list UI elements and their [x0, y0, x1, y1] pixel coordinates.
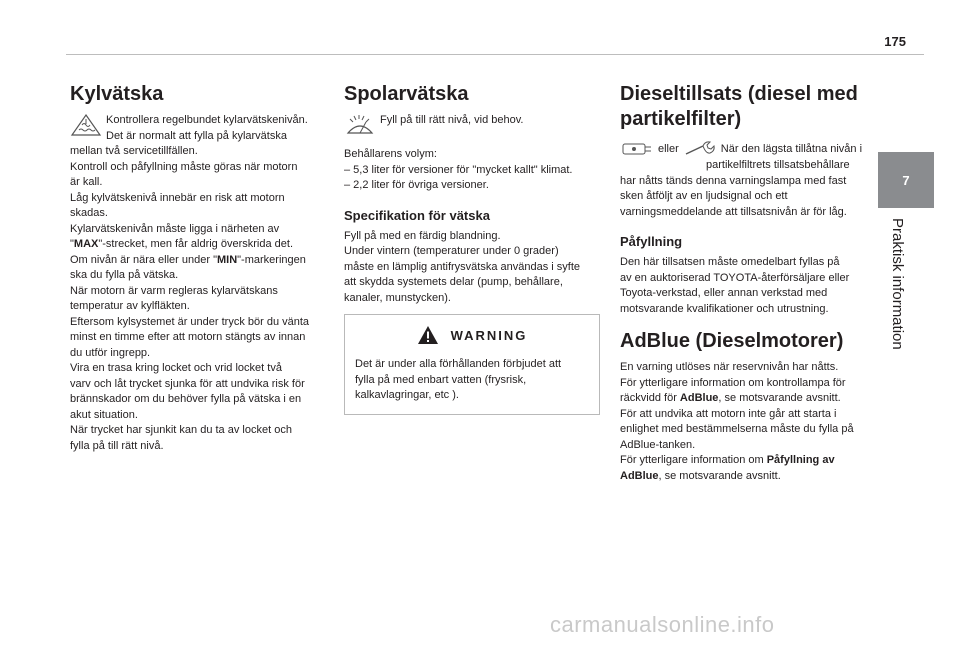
chapter-label: Praktisk information [889, 218, 906, 350]
washer-intro-text: Fyll på till rätt nivå, vid behov. [380, 114, 524, 126]
diesel-line: har nåtts tänds denna varningslampa med fast [620, 174, 847, 187]
adblue-pre: räckvidd för [620, 392, 680, 404]
diesel-line: sken åtföljt av en ljudsignal och ett [620, 190, 788, 202]
coolant-line: akut situation. [70, 408, 138, 421]
washer-spec-line: kanaler, munstycken). [344, 291, 451, 304]
washer-volume-label: Behållarens volym: [344, 148, 437, 160]
adblue-line: enlighet med bestämmelserna måste du fylla på [620, 423, 854, 435]
coolant-line: Kontrollera regelbundet kylarvätskenivån. [106, 114, 308, 126]
diesel-first-line: När den lägsta tillåtna nivån i [720, 143, 863, 155]
coolant-line: Kontroll och påfyllning måste göras när motorn [70, 160, 298, 173]
adblue-final-post: , se motsvarande avsnitt. [658, 469, 781, 482]
washer-spec-line: Fyll på med en färdig blandning. [344, 229, 501, 242]
adblue-line: För att undvika att motorn inte går att starta i [620, 407, 837, 420]
diesel-or: eller [658, 143, 679, 155]
diesel-section [620, 82, 878, 484]
warning-box [344, 314, 600, 415]
warning-triangle-icon [417, 325, 439, 345]
adblue-line [620, 469, 878, 485]
coolant-line: minst en timme efter att motorn stängts av innan [70, 331, 306, 343]
diesel-title-line1: Dieseltillsats (diesel med [620, 83, 858, 105]
coolant-warning-icon [70, 113, 102, 137]
adblue-bold: AdBlue [679, 392, 719, 404]
adblue-line: För ytterligare information om kontrollampa för [620, 376, 846, 389]
refill-line: Toyota-verkstad, eller annan verkstad med [620, 287, 828, 299]
warning-line: Det är under alla förhållanden förbjudet att [355, 358, 562, 370]
max-pre: " [70, 238, 74, 250]
min-pre: Om nivån är nära eller under " [70, 253, 217, 266]
washer-spec-line: måste en lämplig antifrysvätska användas i syfte [344, 260, 581, 273]
warning-line: kalkavlagringar, etc ). [355, 389, 459, 401]
coolant-line: är kall. [70, 176, 103, 188]
refill-line: motsvarande kvalifikationer och utrustning. [620, 302, 829, 315]
adblue-last-bold: Påfyllning av [766, 454, 835, 466]
coolant-line: Vira en trasa kring locket och vrid locket två [70, 362, 282, 374]
refill-title: Påfyllning [620, 234, 683, 249]
coolant-title: Kylvätska [70, 83, 164, 105]
washer-spec-title: Specifikation för vätska [344, 207, 490, 223]
washer-volume-item: – 5,3 liter för versioner för "mycket kallt" klimat. [344, 163, 573, 176]
watermark: carmanualsonline.info [550, 612, 775, 637]
max-marker: MAX [73, 238, 99, 250]
washer-section [344, 82, 600, 415]
coolant-line: varv och låt trycket sjunka för att undvika risk för [70, 377, 305, 390]
warning-title: WARNING [450, 327, 528, 343]
coolant-line: Låg kylvätskenivå innebär en risk att motorn [70, 191, 285, 204]
adblue-line [620, 391, 878, 407]
coolant-line: brännskador om du behöver fylla på vätska i en [70, 393, 302, 405]
coolant-line: mellan två servicetillfällen. [70, 145, 198, 157]
diesel-title-line2: partikelfilter) [620, 108, 742, 130]
diesel-second-line: partikelfiltrets tillsatsbehållare [706, 159, 850, 171]
min-post: "-markeringen [237, 253, 306, 266]
refill-line: av en auktoriserad TOYOTA-återförsäljare eller [620, 271, 850, 284]
washer-spec-line: att skydda systemets delar (pump, behållare, [344, 276, 563, 288]
washer-spec-line: Under vintern (temperaturer under 0 grader) [344, 245, 559, 257]
coolant-line: När motorn är varm regleras kylarvätskans [70, 284, 278, 297]
coolant-line: Eftersom kylsystemet är under tryck bör du vänta [70, 315, 310, 328]
washer-title: Spolarvätska [344, 83, 469, 105]
adblue-line [620, 453, 878, 469]
adblue-line: AdBlue-tanken. [620, 438, 696, 451]
washer-intro [344, 113, 600, 137]
coolant-line: du utför ingrepp. [70, 346, 151, 359]
adblue-post: , se motsvarande avsnitt. [718, 392, 841, 404]
coolant-max-line [70, 237, 325, 253]
coolant-line: När trycket har sjunkit kan du ta av locket och [70, 424, 292, 436]
coolant-line: Det är normalt att fylla på kylarvätska [106, 129, 287, 142]
max-post: "-strecket, men får aldrig överskrida det. [98, 238, 294, 250]
min-marker: MIN [216, 253, 238, 266]
coolant-line: Kylarvätskenivån måste ligga i närheten av [70, 222, 280, 235]
coolant-section [70, 82, 325, 454]
adblue-line: En varning utlöses när reservnivån har nåtts. [620, 361, 839, 373]
diesel-line: varningsmeddelande att tillsatsnivån är för låg. [620, 205, 847, 218]
washer-fluid-icon [344, 113, 376, 137]
coolant-line: fylla på till rätt nivå. [70, 439, 164, 452]
diesel-title [620, 82, 878, 132]
coolant-line: skadas. [70, 207, 108, 219]
coolant-min-line [70, 253, 325, 269]
fuel-filter-warning-icon [620, 140, 654, 158]
refill-line: Den här tillsatsen måste omedelbart fyllas på [620, 256, 840, 268]
coolant-line: ska du fylla på vätska. [70, 269, 179, 281]
coolant-line: temperatur av kylfläkten. [70, 300, 190, 312]
warning-line: fylla på med enbart vatten (frysrisk, [355, 373, 527, 386]
page-number: 175 [884, 34, 906, 49]
diesel-icons-line [620, 140, 878, 158]
chapter-tab[interactable]: 7 [878, 152, 934, 208]
adblue-title: AdBlue (Dieselmotorer) [620, 330, 844, 352]
service-wrench-icon [683, 140, 717, 158]
top-divider [66, 54, 924, 55]
adblue-final-bold: AdBlue [620, 469, 659, 482]
adblue-last-pre: För ytterligare information om [620, 454, 767, 466]
washer-volume-item: – 2,2 liter för övriga versioner. [344, 179, 489, 191]
warning-header [355, 325, 589, 345]
coolant-intro [70, 113, 325, 144]
